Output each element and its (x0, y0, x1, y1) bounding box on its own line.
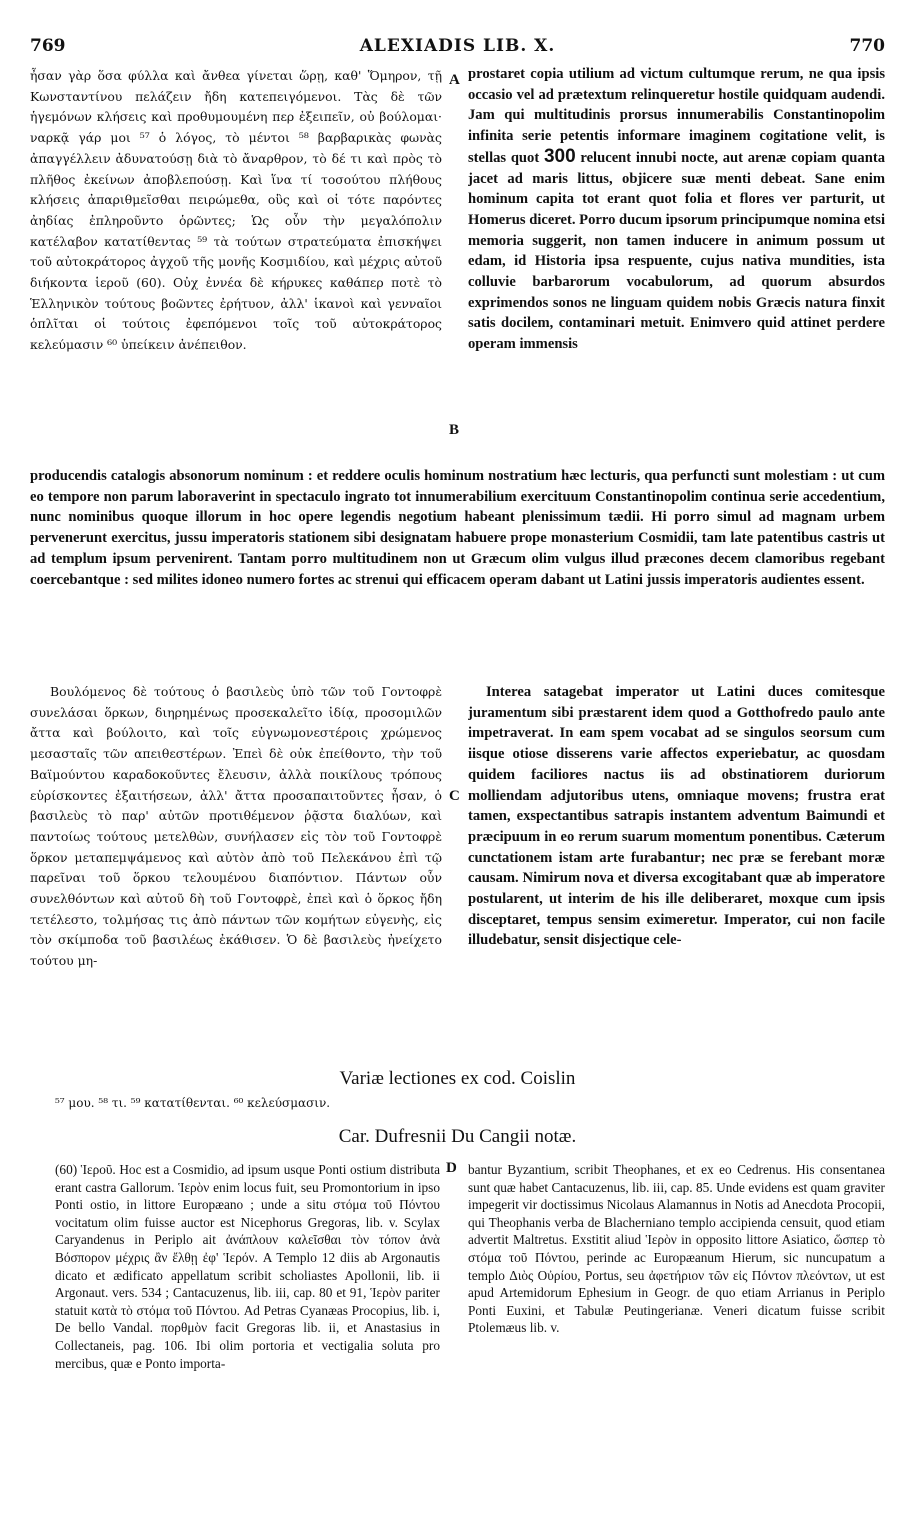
notes-title: Car. Dufresnii Du Cangii notæ. (338, 1126, 577, 1147)
greek-paragraph-mid: Βουλόμενος δὲ τούτους ὁ βασιλεὺς ὑπὸ τῶν τοῦ Γοντοφρὲ συνελάσαι ὅρκων, διηρημένως προσεκαλεῖτο ἰδίᾳ, προσομιλῶν ἄττα καὶ βούλοιτο, καὶ τοῖς εὐγνωμονεστέροις χρώμενος μεσασταῖς τῶν απειθεστέρων. Ἐπεὶ δὲ οὐκ ἐπείθοντο, τὴν τοῦ Βαϊμούντου καραδοκοῦντες ἔλευσιν, ἀλλὰ ποικίλους τρόπους εὑρίσκοντες ἐξαιτήσεων, ἀλλ' ἄττα προσαπαιτοῦντες ἦσαν, ὁ βασιλεὺς τὸ παρ' αὐτῶν προτιθέμενον ῥᾷστα διαλύων, καὶ παντοίως τούτους μετελθὼν, συνήλασεν εἰς τὸν τοῦ Γοντοφρὲ ὅρκον μεταπεμψάμενος καὶ αὐτὸν ἀπὸ τοῦ Πελεκάνου ἐπὶ τῷ παρεῖναι τοῦ ὅρκου τελουμένου διαπόντιον. Πάντων οὖν συνελθόντων καὶ αὐτοῦ δὴ τοῦ Γοντοφρὲ, ἐπεὶ καὶ ὁ ὅρκος ἤδη τετέλεστο, τολμήσας τις ἀπὸ πάντων τῶν κομήτων εὐγενὴς, εἰς τὸν σκίμποδα τοῦ βασιλέως ἐκάθισεν. Ὁ δὲ βασιλεὺς ἠνείχετο τούτου μη- (30, 684, 442, 969)
greek-paragraph-top: ἦσαν γὰρ ὅσα φύλλα καὶ ἄνθεα γίνεται ὥρῃ, καθ' Ὅμηρον, τῇ Κωνσταντίνου πελάζειν ἤδη κατεπειγόμενοι. Τὰς δὲ τῶν ἡγεμόνων κλήσεις καὶ προθυμουμένη περ ἐξειπεῖν, οὐ βούλομαι· ναρκᾷ γάρ μοι ⁵⁷ ὁ λόγος, τὸ μέντοι ⁵⁸ βαρβαρικὰς φωνὰς ἀπαγγέλλειν ἀδυνατούσῃ διὰ τὸ ἄναρθρον, τὸ δέ τι καὶ πρὸς τὸ πλῆθος ἐκείνων ἀποβλεπούσῃ. Καὶ ἵνα τί τοσούτου πλήθους κλήσεις ἀπαριθμεῖσθαι πειρώμεθα, οὓς καὶ οἱ τότε παρόντες ἀηδίας ἐπληροῦντο ὁρῶντες; Ὡς οὖν τὴν μεγαλόπολιν κατέλαβον κατατίθεντας ⁵⁹ τὰ τούτων στρατεύματα ἐπισκήψει τοῦ αὐτοκράτορος ἀγχοῦ τῆς μονῆς Κοσμιδίου, καὶ μέχρις αὐτοῦ διήκοντα ἱεροῦ (60). Οὐχ ἐννέα δὲ κήρυκες καθάπερ ποτὲ τὸ Ἑλληνικὸν τούτους βοῶντες ἐρήτυον, ἀλλ' ἱκανοὶ καὶ γενναῖοι ὁπλῖται οἱ τούτοις ἐφεπόμενοι τοῖς τοῦ αὐτοκράτορος κελεύμασιν ⁶⁰ ὑπείκειν ἀνέπειθον. (30, 68, 442, 353)
number-300: 300 (543, 145, 576, 167)
greek-column-top (30, 66, 442, 463)
note-column-right (468, 1161, 885, 1461)
margin-marker-d: D (446, 1160, 457, 1176)
latin-top-before: prostaret copia utilium ad victum cultumque rerum, ne qua ipsis occasio vel ad prætextum relinqueretur hostile quidquam audendi. Jam qui multitudinis prorsus innumerabilis Constantinopolim infinita serie petentis informare imaginem cogitatione velit, is stellas quot (468, 66, 885, 166)
variae-lectiones-list: ⁵⁷ μου. ⁵⁸ τι. ⁵⁹ κατατίθενται. ⁶⁰ κελεύσμασιν. (55, 1096, 331, 1110)
running-title: ALEXIADIS LIB. X. (359, 36, 556, 56)
latin-paragraph-top (468, 64, 885, 355)
latin-full-paragraph: producendis catalogis absonorum nominum : et reddere oculis hominum nostratium hæc lecturis, qua perfuncti sunt molestiam : ut cum eo tempore non parum laboraverint in spectaculo ingrato tot innumerabilium exercituum Constantinopolim continua serie accedentium, nunc nominibus quoque illorum in hoc opere legendis negotium habeant plenissimum tædii. Hi porro simul ad magnam urbem pervenerunt exercitus, jussu imperatoris stationem sibi designatam habuere prope monasterium Cosmidii, tam late patentibus castris ut ad templum ipsum pervenirent. Tantam porro multitudinem non ut Græcum olim vulgus illud præcones decem clamoribus regebant coercebantque : sed milites idoneo numero fortes ac strenui qui efficacem operam dabant ut Latini jussis imperatoris audientes essent. (30, 468, 885, 588)
latin-paragraph-mid: Interea satagebat imperator ut Latini duces comitesque juramentum sibi præstarent idem quod a Gotthofredo paulo ante impetraverat. In eam spem vocabat ad se singulos seorsum cum iisque otiose disserens varie affectos experiebatur, ac quosdam quidem faciliores nactus iis ad obstinatiorem duriorum molliendam adjutoribus utens, omniaque movens; frustra erat tamen, exspectantibus satrapis instantem adventum Baimundi et præcipuum in eo rerum suarum momentum ponentibus. Cæterum cunctationem istam arte furabantur; nec præ se ferebant moræ causam. Nimirum nova et diversa excogitabant quæ ab imperatore postularent, ut interim de his ille deliberaret, moxque cum ipsis disceptaret, tempus sensim eximeretur. Imperator, cui non facile illudebatur, sensit disjectique cele- (468, 684, 885, 949)
margin-marker-a: A (449, 72, 460, 88)
page-number-right: 770 (849, 36, 885, 56)
page-number-left: 769 (30, 36, 66, 56)
margin-marker-c: C (449, 788, 460, 804)
latin-column-top (468, 64, 885, 460)
running-header (30, 36, 885, 58)
latin-column-mid (468, 682, 885, 1062)
variae-lectiones-title: Variæ lectiones ex cod. Coislin (339, 1068, 576, 1089)
latin-full-width (30, 466, 885, 678)
note-column-left (55, 1161, 440, 1461)
greek-column-mid (30, 682, 442, 1062)
note-60-left: (60) Ἱεροῦ. Hoc est a Cosmidio, ad ipsum usque Ponti ostium distributa erant castra Gallorum. Ἱερὸν enim locus fuit, seu Promontorium in ipso Ponti ostio, in littore Europæano ; unde a situ στόμα τοῦ Πόντου vocitatum olim fuisse auctor est Nicephorus Gregoras, lib. v. Scylax Caryandenus in Periplo ait ἀνάπλουν καλεῖσθαι τὸν τόπον ἀνὰ Βόσπορον μέχρις ἂν ἔλθῃ ἐφ' Ἱερόν. A Templo 12 diis ab Argonautis dicato et ædificato appellatum scribit scholiastes Apollonii, lib. ii Argonaut. vers. 534 ; Cantacuzenus, lib. iii, cap. 80 et 91, Ἱερὸν pariter statuit κατὰ τὸ στόμα τοῦ Πόντου. Ad Petras Cyanæas Procopius, lib. i, De bello Vandal. πορθμὸν facit Gregoras lib. ii, et Anastasius in Collectaneis, pag. 106. Ibi olim portoria et vectigalia soluta pro mercibus, quæ e Ponto importa- (55, 1162, 440, 1371)
note-60-right: bantur Byzantium, scribit Theophanes, et ex eo Cedrenus. His consentanea sunt quæ habet Cantacuzenus, lib. iii, cap. 85. Unde evidens est quam graviter impegerit vir doctissimus Nicolaus Alamannus in Notis ad Anecdota Procopii, qui Theophanis verba de Blacherniano templo accipienda censuit, quod etiam advertit Maltretus. Exstitit aliud Ἱερὸν in opposito littore Asiatico, ὥσπερ τὸ στόμα τοῦ Πόντου, perinde ac Europæanum Hierum, sic nuncupatum a templo Διὸς Οὐρίου, Portus, seu ἀφετήριον τῶν εἰς Πόντον πλεόντων, ut est apud Artemidorum Ephesium in Geogr. de quo etiam Arrianus in Periplo Ponti Euxini, et Tabulæ Peutingerianæ. Veneri dicatum fuisse scribit Ptolemæus lib. v. (468, 1162, 885, 1336)
margin-marker-b: B (449, 422, 460, 438)
latin-top-after: relucent innubi nocte, aut arenæ copiam quanta jacet ad maris littus, objicere suæ menti debeat. Sane enim hominum capita tot erant quot folia et flores ver parturit, ut Homerus diceret. Porro ducum ipsorum principumque nomina etsi memoria suggerit, non tamen inducere in animum possum ut edam, id Historia ipsa respuente, cujus nativa mundities, ista colluvie barbarorum vocabulorum, ad quorum absurdos exprimendos sonos ne linguam quidem nobis Græcis natura finxit satis docilem, contaminari metuit. Enimvero quid attinet perdere operam immensis (468, 149, 885, 353)
